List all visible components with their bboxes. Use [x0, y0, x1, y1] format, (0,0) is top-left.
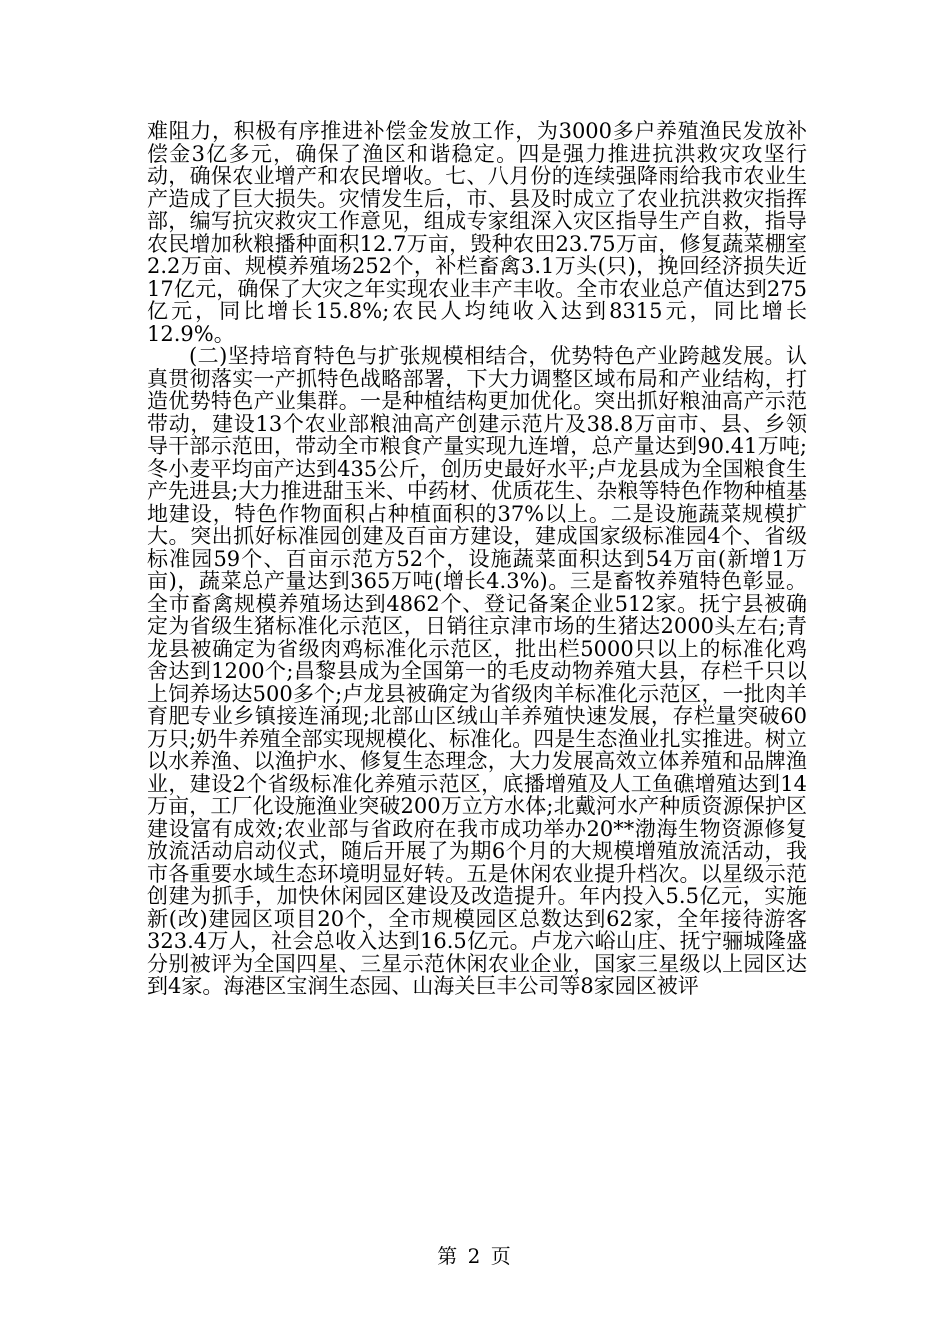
- paragraph-section-two: (二)坚持培育特色与扩张规模相结合，优势特色产业跨越发展。认真贯彻落实一产抓特色战略部署，下大力调整区域布局和产业结构，打造优势特色产业集群。一是种植结构更加优化。突出抓好粮油高产示范带动，建设13个农业部粮油高产创建示范片及38.8万亩市、县、乡领导干部示范田，带动全市粮食产量实现九连增，总产量达到90.41万吨;冬小麦平均亩产达到435公斤，创历史最好水平;卢龙县成为全国粮食生产先进县;大力推进甜玉米、中药材、优质花生、杂粮等特色作物种植基地建设，特色作物面积占种植面积的37%以上。二是设施蔬菜规模扩大。突出抓好标准园创建及百亩方建设，建成国家级标准园4个、省级标准园59个、百亩示范方52个，设施蔬菜面积达到54万亩(新增1万亩)，蔬菜总产量达到365万吨(增长4.3%)。三是畜牧养殖特色彰显。全市畜禽规模养殖场达到4862个、登记备案企业512家。抚宁县被确定为省级生猪标准化示范区，日销往京津市场的生猪达2000头左右;青龙县被确定为省级肉鸡标准化示范区，批出栏5000只以上的标准化鸡舍达到1200个;昌黎县成为全国第一的毛皮动物养殖大县，存栏千只以上饲养场达500多个;卢龙县被确定为省级肉羊标准化示范区，一批肉羊育肥专业乡镇接连涌现;北部山区绒山羊养殖快速发展，存栏量突破60万只;奶牛养殖全部实现规模化、标准化。四是生态渔业扎实推进。树立以水养渔、以渔护水、修复生态理念，大力发展高效立体养殖和品牌渔业，建设2个省级标准化养殖示范区，底播增殖及人工鱼礁增殖达到14万亩，工厂化设施渔业突破200万立方水体;北戴河水产种质资源保护区建设富有成效;农业部与省政府在我市成功举办20**渤海生物资源修复放流活动启动仪式，随后开展了为期6个月的大规模增殖放流活动，我市各重要水域生态环境明显好转。五是休闲农业提升档次。以星级示范创建为抓手，加快休闲园区建设及改造提升。年内投入5.5亿元，实施新(改)建园区项目20个，全市规模园区总数达到62家，全年接待游客323.4万人，社会总收入达到16.5亿元。卢龙六峪山庄、抚宁骊城隆盛分别被评为全国四星、三星示范休闲农业企业，国家三星级以上园区达到4家。海港区宝润生态园、山海关巨丰公司等8家园区被评: [147, 344, 807, 998]
- paragraph-continued: 难阻力，积极有序推进补偿金发放工作，为3000多户养殖渔民发放补偿金3亿多元，确保了渔区和谐稳定。四是强力推进抗洪救灾攻坚行动，确保农业增产和农民增收。七、八月份的连续强降雨给我市农业生产造成了巨大损失。灾情发生后，市、县及时成立了农业抗洪救灾指挥部，编写抗灾救灾工作意见，组成专家组深入灾区指导生产自救，指导农民增加秋粮播种面积12.7万亩，毁种农田23.75万亩，修复蔬菜棚室2.2万亩、规模养殖场252个，补栏畜禽3.1万头(只)，挽回经济损失近17亿元，确保了大灾之年实现农业丰产丰收。全市农业总产值达到275亿元，同比增长15.8%;农民人均纯收入达到8315元，同比增长12.9%。: [147, 119, 807, 346]
- page-number-footer: 第 2 页: [437, 1244, 513, 1268]
- body-text: [147, 120, 807, 998]
